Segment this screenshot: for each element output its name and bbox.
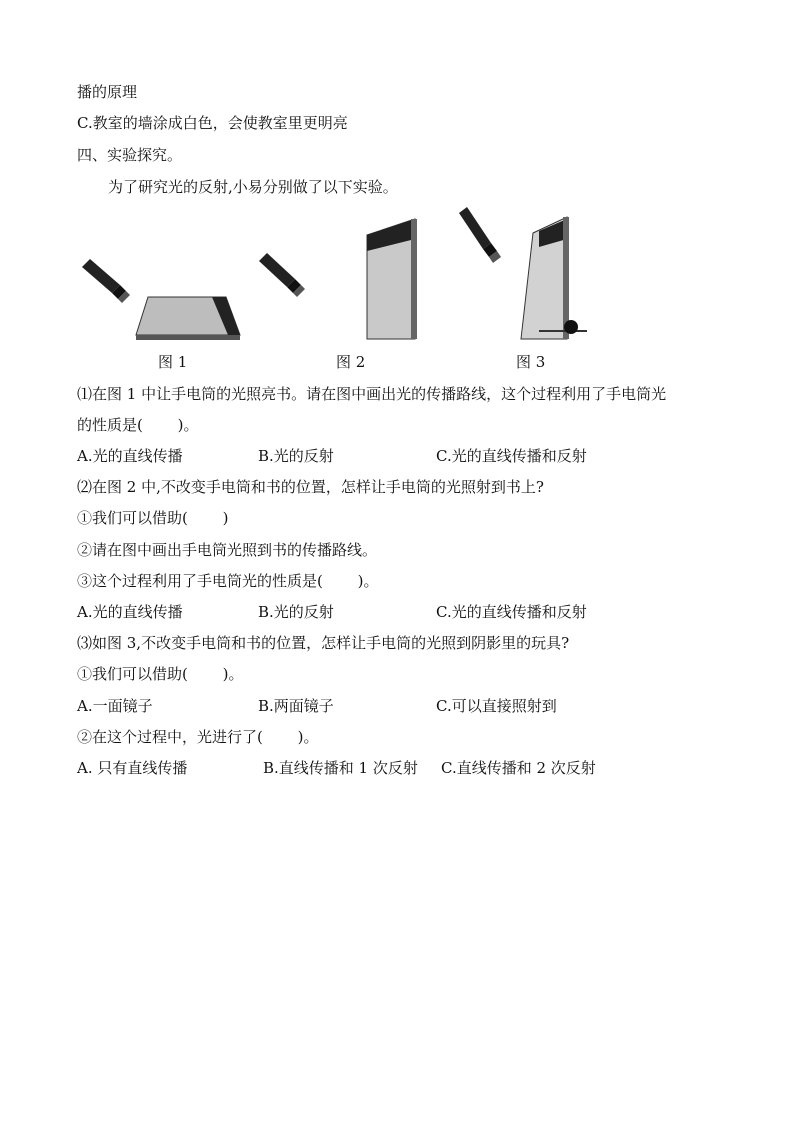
- q3a-option-b: B.两面镜子: [258, 697, 334, 715]
- q3b-option-c: C.直线传播和 2 次反射: [441, 759, 596, 777]
- figure-1-caption: 图 1: [158, 353, 188, 371]
- question-1-stem-line1: ⑴在图 1 中让手电筒的光照亮书。请在图中画出光的传播路线，这个过程利用了手电筒光: [77, 385, 667, 403]
- flashlight-icon: [259, 253, 305, 297]
- q1-option-a: A.光的直线传播: [77, 447, 183, 465]
- option-c-previous-question: C.教室的墙涂成白色，会使教室里更明亮: [77, 114, 348, 132]
- figure-2-caption: 图 2: [336, 353, 366, 371]
- question-3-stem: ⑶如图 3,不改变手电筒和书的位置，怎样让手电筒的光照到阴影里的玩具?: [77, 634, 570, 652]
- figure-1-image: [76, 255, 246, 350]
- upright-book-icon: [521, 217, 569, 339]
- question-2-part-3: ③这个过程利用了手电筒光的性质是( )。: [77, 572, 379, 590]
- question-2-part-2: ②请在图中画出手电筒光照到书的传播路线。: [77, 541, 378, 559]
- q1-option-b: B.光的反射: [258, 447, 334, 465]
- q3b-option-b: B.直线传播和 1 次反射: [263, 759, 418, 777]
- upright-book-icon: [367, 219, 417, 339]
- question-3-part-1: ①我们可以借助( )。: [77, 665, 244, 683]
- section-heading: 四、实验探究。: [77, 146, 183, 164]
- q2-option-b: B.光的反射: [258, 603, 334, 621]
- text-line-continuation: 播的原理: [77, 83, 138, 101]
- figure-3-caption: 图 3: [516, 353, 546, 371]
- question-1-stem-line2: 的性质是( )。: [77, 416, 199, 434]
- figure-3-image: [455, 203, 595, 343]
- figure-2-image: [255, 215, 430, 345]
- question-3-part-2: ②在这个过程中，光进行了( )。: [77, 728, 319, 746]
- question-2-part-1: ①我们可以借助( ): [77, 509, 229, 527]
- q1-option-c: C.光的直线传播和反射: [436, 447, 587, 465]
- flashlight-icon: [82, 259, 130, 303]
- flashlight-icon: [459, 207, 501, 263]
- experiment-intro: 为了研究光的反射,小易分别做了以下实验。: [108, 178, 398, 196]
- book-icon: [136, 297, 240, 340]
- q3a-option-a: A.一面镜子: [77, 697, 153, 715]
- question-2-stem: ⑵在图 2 中,不改变手电筒和书的位置，怎样让手电筒的光照射到书上?: [77, 478, 544, 496]
- q3a-option-c: C.可以直接照射到: [436, 697, 557, 715]
- q3b-option-a: A. 只有直线传播: [77, 759, 188, 777]
- q2-option-a: A.光的直线传播: [77, 603, 183, 621]
- q2-option-c: C.光的直线传播和反射: [436, 603, 587, 621]
